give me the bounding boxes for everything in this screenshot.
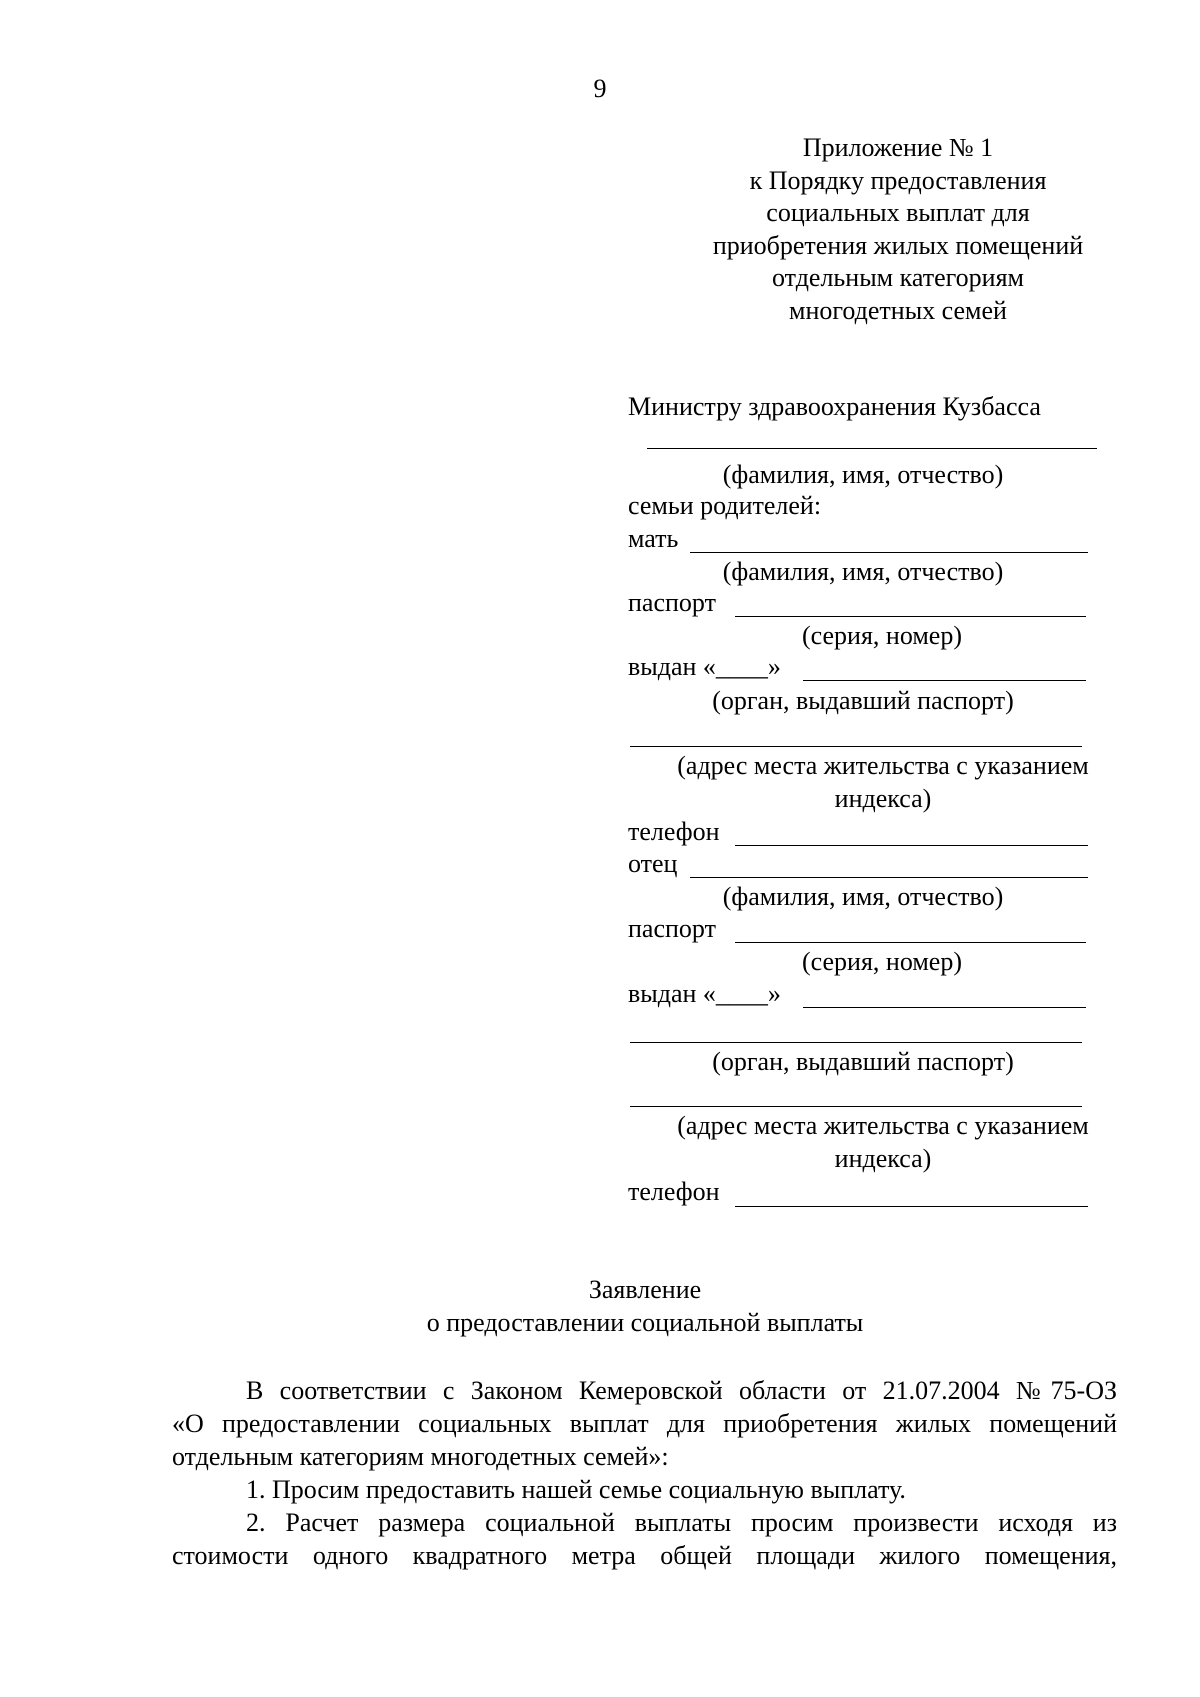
appendix-line: к Порядку предоставления [749,165,1047,195]
appendix-line: приобретения жилых помещений [712,230,1084,260]
father-address-field[interactable] [630,1106,1082,1107]
authority-hint: (орган, выдавший паспорт) [712,686,1014,715]
passport-label: паспорт [628,914,716,943]
body-paragraph-line: «О предоставлении социальных выплат для приобретения жилых помещений [172,1409,1117,1438]
phone-label: телефон [628,817,720,846]
appendix-line: многодетных семей [789,295,1007,325]
authority-hint: (орган, выдавший паспорт) [712,1047,1014,1076]
father-name-field[interactable] [690,877,1088,878]
father-issued-field[interactable] [803,1007,1086,1008]
series-hint: (серия, номер) [802,947,962,976]
body-item-1: 1. Просим предоставить нашей семье социальную выплату. [246,1475,906,1504]
address-hint: индекса) [834,784,932,813]
appendix-line: Приложение № 1 [802,133,994,162]
body-paragraph-line: В соответствии с Законом Кемеровской области от 21.07.2004 №75-ОЗ [246,1376,1117,1405]
address-hint: (адрес места жительства с указанием [677,1111,1089,1140]
address-hint: индекса) [834,1144,932,1173]
fio-hint: (фамилия, имя, отчество) [722,882,1004,911]
fio-hint: (фамилия, имя, отчество) [722,557,1004,586]
mother-name-field[interactable] [690,552,1088,553]
father-label: отец [628,849,678,878]
statement-subtitle: о предоставлении социальной выплаты [426,1308,864,1337]
phone-label: телефон [628,1177,720,1206]
statement-title: Заявление [588,1275,702,1304]
issued-label: выдан «____» [628,652,781,681]
minister-name-field[interactable] [647,448,1097,449]
mother-address-field[interactable] [630,746,1082,747]
father-phone-field[interactable] [735,1206,1088,1207]
father-passport-field[interactable] [735,942,1086,943]
page-number: 9 [593,74,607,103]
passport-label: паспорт [628,588,716,617]
mother-passport-field[interactable] [735,616,1086,617]
father-issued-field-2[interactable] [630,1042,1082,1043]
body-item-2: 2. Расчет размера социальной выплаты просим произвести исходя из [246,1508,1117,1537]
fio-hint: (фамилия, имя, отчество) [722,460,1004,489]
family-label: семьи родителей: [628,491,822,520]
appendix-line: отдельным категориям [772,263,1024,292]
appendix-header [698,132,1098,327]
body-item-2-cont: стоимости одного квадратного метра общей площади жилого помещения, [172,1541,1117,1570]
mother-label: мать [628,524,679,553]
mother-phone-field[interactable] [735,845,1088,846]
issued-label: выдан «____» [628,979,781,1008]
address-hint: (адрес места жительства с указанием [677,751,1089,780]
mother-issued-field[interactable] [803,680,1086,681]
body-paragraph-line: отдельным категориям многодетных семей»: [172,1442,669,1471]
series-hint: (серия, номер) [802,621,962,650]
appendix-line: социальных выплат для [766,198,1030,227]
addressee-line: Министру здравоохранения Кузбасса [628,392,1041,421]
